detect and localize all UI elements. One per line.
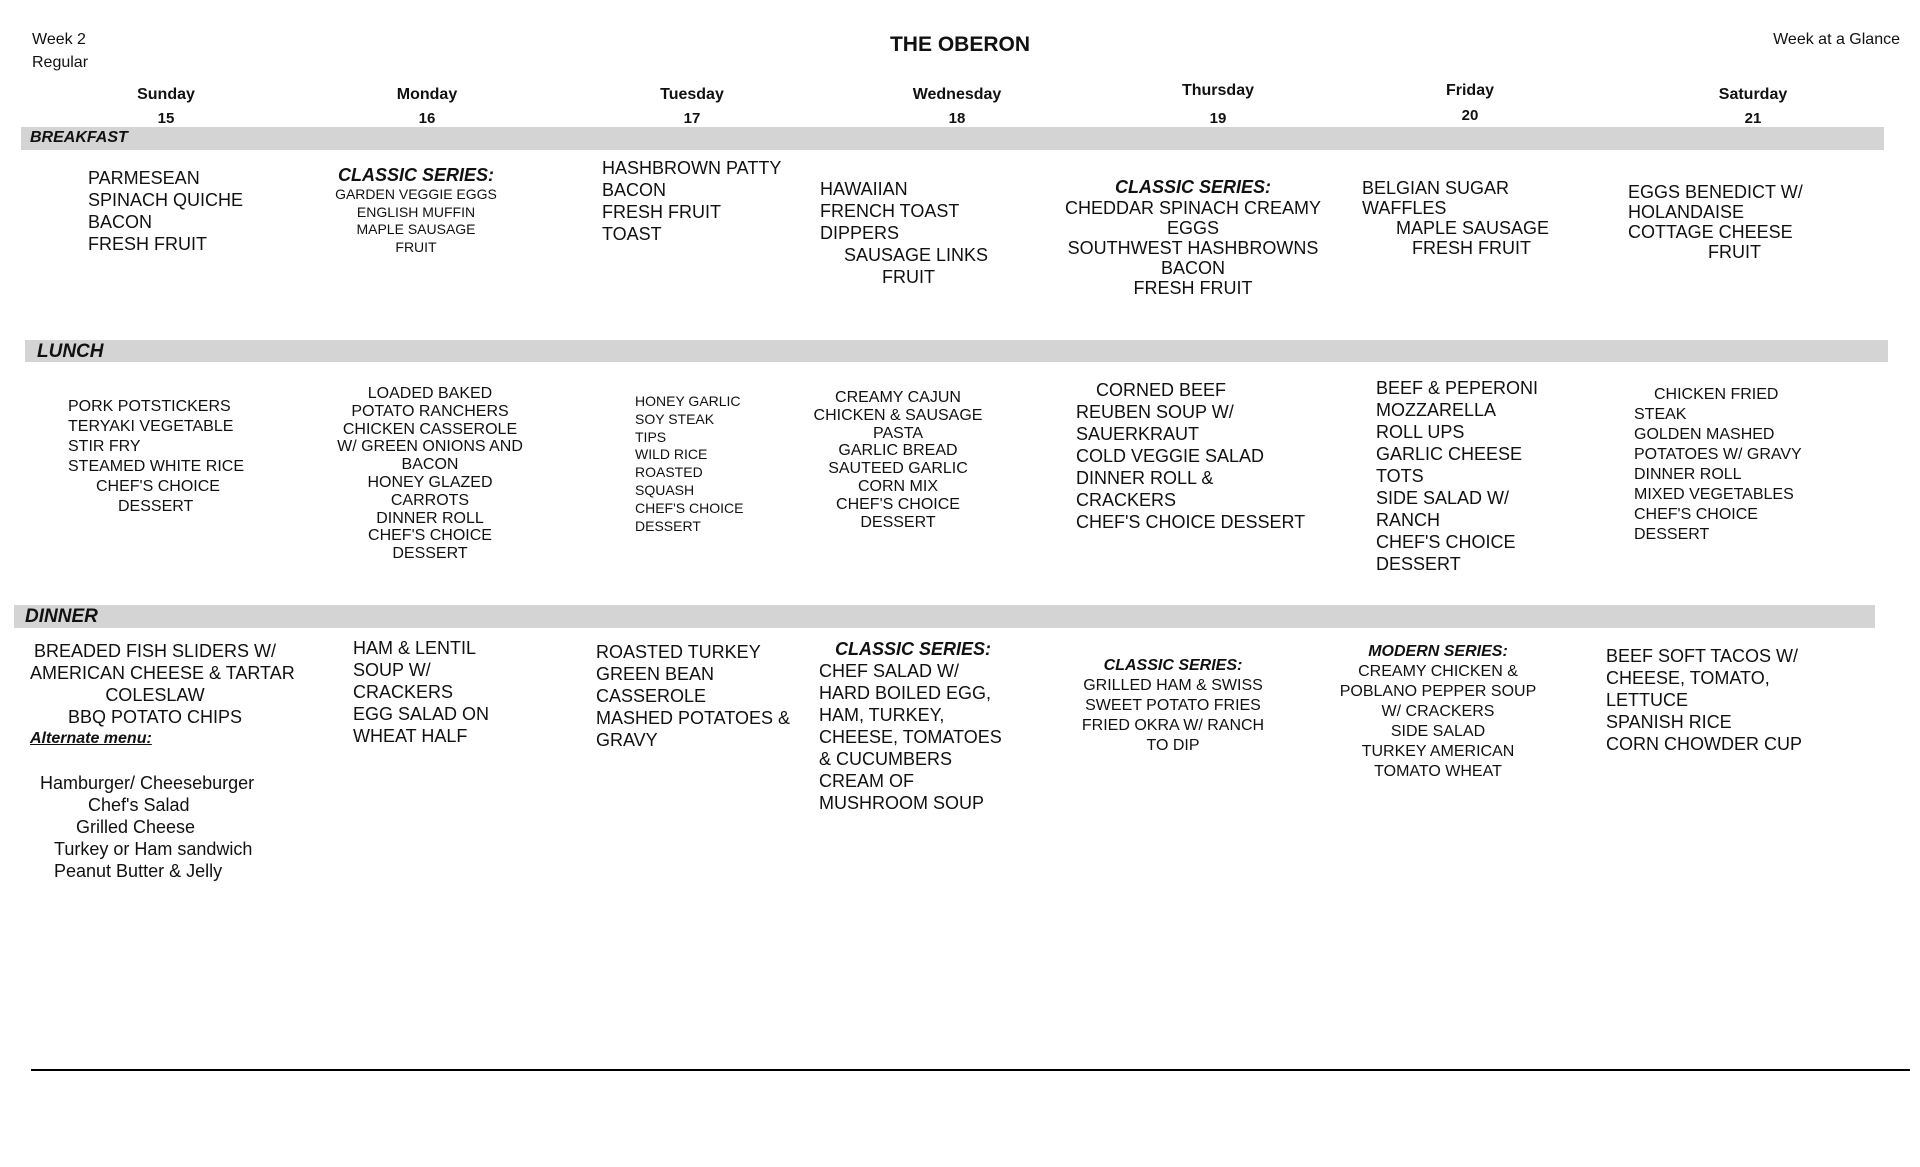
menu-line: COLD VEGGIE SALAD (1076, 446, 1265, 466)
menu-line: DIPPERS (820, 223, 900, 243)
menu-line: TO DIP (1146, 737, 1200, 754)
menu-line: SQUASH (635, 481, 695, 498)
lunch-cell-saturday (1634, 385, 1834, 545)
menu-line: DESSERT (1634, 526, 1710, 543)
menu-line: GRILLED HAM & SWISS (1083, 677, 1263, 694)
menu-line: CHEDDAR SPINACH CREAMY (1064, 198, 1322, 218)
page-title: THE OBERON (889, 33, 1030, 56)
menu-line: CREAMY CHICKEN & (1358, 663, 1518, 680)
day-name-wednesday: Wednesday (912, 86, 1002, 103)
dinner-cell-tuesday (596, 641, 796, 751)
menu-line: CHEF'S CHOICE (368, 527, 492, 545)
menu-line: PORK POTSTICKERS (68, 398, 231, 415)
menu-line: HAM, TURKEY, (819, 705, 945, 725)
menu-line: FRESH FRUIT (602, 202, 721, 222)
menu-line: W/ GREEN ONIONS AND (337, 438, 523, 456)
series-label: CLASSIC SERIES: (835, 639, 992, 659)
series-label: CLASSIC SERIES: (337, 165, 495, 185)
breakfast-bar (21, 127, 1884, 150)
menu-line: CHEESE, TOMATOES (819, 727, 1002, 747)
menu-line: GREEN BEAN (596, 664, 715, 684)
menu-line: CORNED BEEF (1096, 380, 1227, 400)
menu-line: FRUIT (395, 238, 437, 255)
menu-line: PARMESEAN (88, 168, 200, 188)
menu-line: COLESLAW (105, 685, 205, 705)
menu-line: EGG SALAD ON (353, 704, 490, 724)
menu-line: SWEET POTATO FRIES (1085, 697, 1261, 714)
menu-line: AMERICAN CHEESE & TARTAR (30, 663, 295, 683)
menu-line: MAPLE SAUSAGE (1396, 218, 1550, 238)
dinner-cell-monday (353, 637, 553, 747)
lunch-section-label: LUNCH (37, 341, 104, 362)
menu-line: CRACKERS (1076, 490, 1177, 510)
menu-line: HARD BOILED EGG, (819, 683, 992, 703)
menu-line: TOTS (1376, 466, 1424, 486)
menu-line: DESSERT (118, 498, 194, 515)
menu-line: DINNER ROLL (376, 509, 484, 527)
menu-line: CHICKEN & SAUSAGE (813, 406, 983, 424)
menu-line: BACON (1160, 258, 1225, 278)
menu-line: PASTA (872, 424, 924, 442)
menu-line: FRENCH TOAST (820, 201, 960, 221)
menu-line: FRUIT (882, 267, 935, 287)
menu-line: EGGS (1166, 218, 1219, 238)
day-name-thursday: Thursday (1181, 82, 1254, 99)
menu-line: CARROTS (390, 491, 470, 509)
menu-line: TOMATO WHEAT (1374, 763, 1502, 780)
menu-line: W/ CRACKERS (1381, 703, 1495, 720)
menu-line: FRESH FRUIT (88, 234, 207, 254)
menu-line: FRIED OKRA W/ RANCH (1081, 717, 1265, 734)
lunch-cell-friday (1376, 377, 1576, 575)
menu-line: HASHBROWN PATTY (602, 158, 782, 178)
menu-line: STEAMED WHITE RICE (68, 458, 245, 475)
dinner-cell-wednesday (819, 638, 1019, 814)
menu-line: MASHED POTATOES & (596, 708, 791, 728)
menu-line: SOUTHWEST HASHBROWNS (1067, 238, 1319, 258)
menu-line: HAM & LENTIL (353, 638, 477, 658)
menu-line: CHEESE, TOMATO, (1606, 668, 1770, 688)
menu-line: EGGS BENEDICT W/ (1628, 182, 1803, 202)
series-label: CLASSIC SERIES: (1103, 657, 1243, 674)
menu-line: CHICKEN CASSEROLE (342, 420, 518, 438)
day-name-tuesday: Tuesday (660, 86, 724, 103)
lunch-cell-wednesday (798, 389, 998, 531)
breakfast-cell-thursday (1058, 176, 1328, 298)
menu-line: HAWAIIAN (820, 179, 908, 199)
day-name-friday: Friday (1445, 82, 1494, 99)
menu-line: CHEF'S CHOICE DESSERT (1076, 512, 1306, 532)
menu-type-label: Regular (32, 54, 89, 71)
breakfast-cell-tuesday (602, 157, 802, 245)
alternate-menu-item: Hamburger/ Cheeseburger (40, 773, 255, 793)
menu-line: & CUCUMBERS (819, 749, 953, 769)
menu-line: SIDE SALAD W/ (1376, 488, 1510, 508)
menu-line: STIR FRY (68, 438, 141, 455)
menu-line: COTTAGE CHEESE (1628, 222, 1793, 242)
menu-line: MAPLE SAUSAGE (356, 221, 476, 237)
day-name-sunday: Sunday (137, 86, 195, 103)
series-label: CLASSIC SERIES: (1114, 177, 1272, 197)
menu-line: DINNER ROLL (1634, 466, 1742, 483)
menu-line: SAUERKRAUT (1076, 424, 1200, 444)
menu-line: BELGIAN SUGAR (1362, 178, 1510, 198)
menu-line: HOLANDAISE (1628, 202, 1745, 222)
menu-line: CHEF'S CHOICE (96, 478, 220, 495)
menu-line: DESSERT (392, 545, 468, 563)
menu-line: CREAMY CAJUN (835, 389, 961, 406)
dinner-section-label: DINNER (25, 606, 98, 627)
alternate-menu-item: Turkey or Ham sandwich (54, 839, 253, 859)
menu-line: GARLIC BREAD (838, 442, 958, 460)
menu-line: FRESH FRUIT (1133, 278, 1253, 298)
menu-line: BEEF & PEPERONI (1376, 378, 1539, 398)
menu-line: TURKEY AMERICAN (1361, 743, 1515, 760)
alternate-menu-item: Chef's Salad (88, 795, 190, 815)
menu-line: DINNER ROLL & (1076, 468, 1214, 488)
day-date-saturday: 21 (1744, 110, 1762, 127)
breakfast-cell-sunday (88, 167, 288, 255)
menu-line: ENGLISH MUFFIN (356, 203, 476, 220)
menu-line: BBQ POTATO CHIPS (67, 707, 243, 727)
menu-line: CASSEROLE (596, 686, 707, 706)
day-name-saturday: Saturday (1718, 86, 1788, 103)
menu-line: MUSHROOM SOUP (819, 793, 985, 813)
menu-line: HONEY GLAZED (367, 473, 493, 491)
lunch-bar (25, 340, 1888, 362)
menu-line: CHICKEN FRIED (1654, 386, 1779, 403)
lunch-cell-sunday (68, 397, 268, 517)
menu-line: POTATOES W/ GRAVY (1634, 446, 1802, 463)
menu-line: GRAVY (596, 730, 658, 750)
menu-line: FRUIT (1708, 242, 1761, 262)
menu-line: CRACKERS (353, 682, 454, 702)
alternate-menu-item: Peanut Butter & Jelly (54, 861, 223, 881)
menu-line: BACON (88, 212, 153, 232)
lunch-cell-thursday (1076, 379, 1316, 533)
breakfast-cell-saturday (1628, 182, 1828, 262)
menu-line: SOY STEAK (635, 410, 715, 427)
dinner-cell-friday (1338, 642, 1538, 782)
view-label: Week at a Glance (1773, 31, 1900, 48)
menu-line: CREAM OF (819, 771, 915, 791)
menu-line: SAUTEED GARLIC (828, 460, 968, 478)
menu-line: DESSERT (860, 513, 936, 531)
menu-line: CORN CHOWDER CUP (1606, 734, 1802, 754)
menu-line: GARLIC CHEESE (1376, 444, 1523, 464)
menu-line: POBLANO PEPPER SOUP (1339, 683, 1537, 700)
breakfast-cell-friday (1362, 178, 1562, 258)
menu-line: DESSERT (1376, 554, 1461, 574)
menu-line: LETTUCE (1606, 690, 1689, 710)
dinner-cell-saturday (1606, 645, 1826, 755)
week-label: Week 2 (32, 31, 86, 48)
menu-line: REUBEN SOUP W/ (1076, 402, 1234, 422)
menu-line: RANCH (1376, 510, 1441, 530)
alternate-menu-label: Alternate menu: (30, 730, 152, 747)
spacer (30, 750, 280, 772)
menu-line: CHEF'S CHOICE (1376, 532, 1516, 552)
menu-line: SAUSAGE LINKS (844, 245, 989, 265)
day-date-wednesday: 18 (948, 110, 966, 127)
menu-line: CHEF'S CHOICE (635, 499, 744, 516)
menu-line: ROLL UPS (1376, 422, 1465, 442)
dinner-cell-thursday (1063, 656, 1283, 756)
dinner-cell-sunday (30, 640, 295, 882)
menu-line: FRESH FRUIT (1412, 238, 1531, 258)
day-name-monday: Monday (396, 86, 458, 103)
menu-line: BACON (401, 456, 459, 474)
menu-line: GARDEN VEGGIE EGGS (335, 186, 497, 202)
breakfast-section-label: BREAKFAST (30, 129, 128, 146)
menu-line: CHEF'S CHOICE (1634, 506, 1758, 523)
menu-line: TERYAKI VEGETABLE (68, 418, 234, 435)
menu-line: CORN MIX (858, 477, 938, 495)
menu-line: ROASTED TURKEY (596, 642, 761, 662)
menu-line: HONEY GARLIC (635, 393, 741, 409)
menu-line: WAFFLES (1362, 198, 1447, 218)
menu-line: POTATO RANCHERS (351, 402, 509, 420)
menu-line: WHEAT HALF (353, 726, 468, 746)
day-date-thursday: 19 (1209, 110, 1227, 127)
menu-line: CHEF'S CHOICE (836, 495, 960, 513)
menu-line: SPINACH QUICHE (88, 190, 244, 210)
menu-line: MIXED VEGETABLES (1634, 486, 1794, 503)
series-label: MODERN SERIES: (1368, 643, 1508, 660)
day-date-monday: 16 (418, 110, 436, 127)
menu-line: CHEF SALAD W/ (819, 661, 960, 681)
menu-line: LOADED BAKED (367, 385, 493, 402)
breakfast-cell-wednesday (820, 178, 1020, 288)
alternate-menu-item: Grilled Cheese (76, 817, 196, 837)
menu-line: TOAST (602, 224, 662, 244)
menu-line: BEEF SOFT TACOS W/ (1606, 646, 1799, 666)
menu-line: MOZZARELLA (1376, 400, 1497, 420)
day-date-friday: 20 (1461, 107, 1479, 124)
menu-line: ROASTED (635, 464, 703, 481)
menu-line: STEAK (1634, 406, 1687, 423)
bottom-rule (31, 1069, 1910, 1071)
menu-line: SIDE SALAD (1390, 723, 1486, 740)
menu-line: DESSERT (635, 517, 701, 534)
lunch-cell-monday (330, 385, 530, 563)
menu-line: TIPS (635, 428, 667, 445)
menu-line: SOUP W/ (353, 660, 431, 680)
menu-line: GOLDEN MASHED (1634, 426, 1775, 443)
breakfast-cell-monday (316, 164, 516, 256)
menu-line: BREADED FISH SLIDERS W/ (33, 641, 277, 661)
menu-line: BACON (602, 180, 667, 200)
menu-line: SPANISH RICE (1606, 712, 1732, 732)
menu-line: WILD RICE (635, 446, 708, 463)
dinner-bar (14, 605, 1875, 628)
day-date-tuesday: 17 (683, 110, 701, 127)
day-date-sunday: 15 (157, 110, 175, 127)
